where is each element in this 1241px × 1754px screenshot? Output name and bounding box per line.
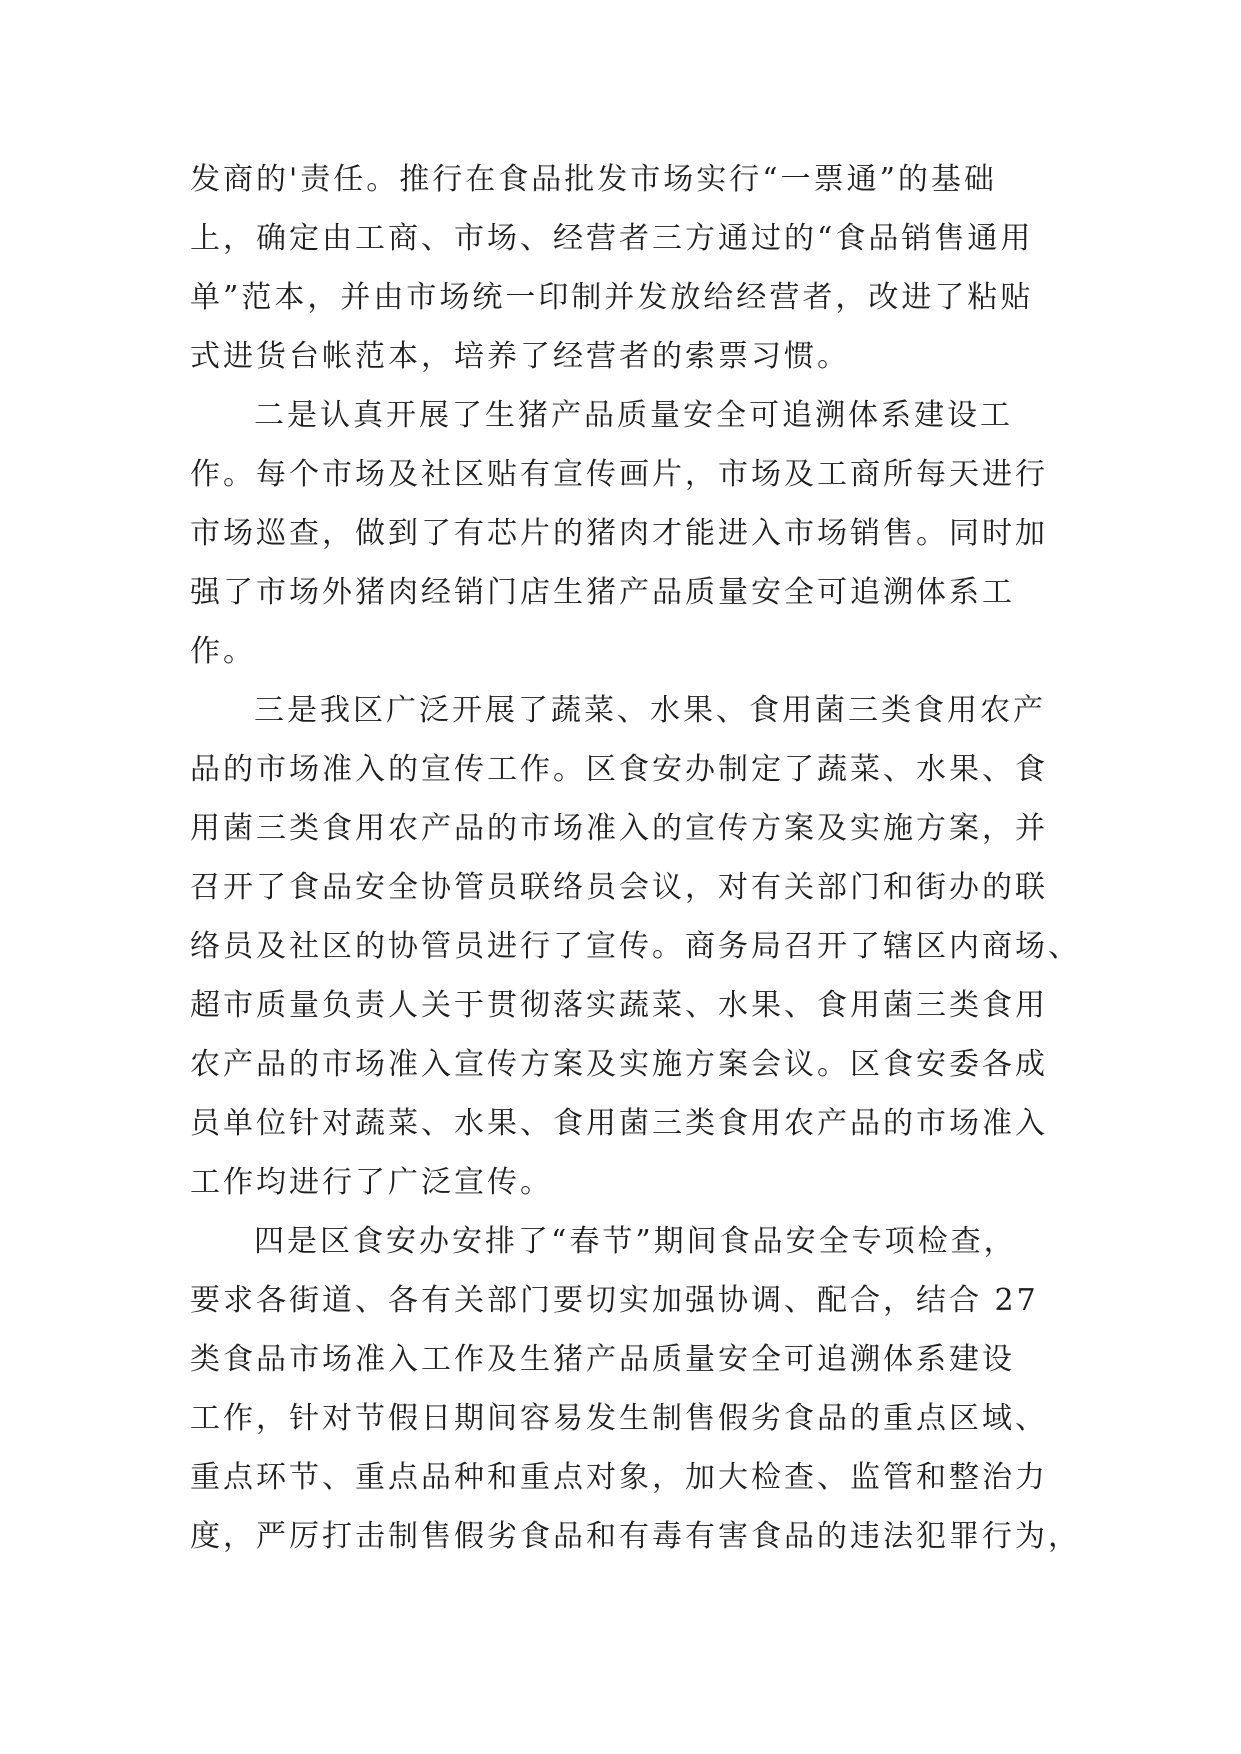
text-line: 农产品的市场准入宣传方案及实施方案会议。区食安委各成	[190, 1047, 1048, 1082]
text-line: 要求各街道、各有关部门要切实加强协调、配合，结合 27	[190, 1283, 1039, 1318]
text-line: 品的市场准入的宣传工作。区食安办制定了蔬菜、水果、食	[190, 752, 1048, 787]
text-line: 作。每个市场及社区贴有宣传画片，市场及工商所每天进行	[190, 457, 1048, 492]
paragraph-start-line: 三是我区广泛开展了蔬菜、水果、食用菌三类食用农产	[254, 693, 1046, 728]
text-line: 重点环节、重点品种和重点对象，加大检查、监管和整治力	[190, 1460, 1048, 1495]
paragraph-start-line: 四是区食安办安排了“春节”期间食品安全专项检查，	[254, 1224, 1017, 1259]
text-line: 上，确定由工商、市场、经营者三方通过的“食品销售通用	[190, 221, 1034, 256]
text-line: 作。	[190, 634, 256, 669]
text-line: 强了市场外猪肉经销门店生猪产品质量安全可追溯体系工	[190, 575, 1015, 610]
text-line: 发商的'责任。推行在食品批发市场实行“一票通”的基础	[190, 162, 997, 197]
body-text	[190, 150, 1081, 1566]
text-line: 工作，针对节假日期间容易发生制售假劣食品的重点区域、	[190, 1401, 1048, 1436]
text-line: 用菌三类食用农产品的市场准入的宣传方案及实施方案，并	[190, 811, 1048, 846]
text-line: 市场巡查，做到了有芯片的猪肉才能进入市场销售。同时加	[190, 516, 1048, 551]
text-line: 类食品市场准入工作及生猪产品质量安全可追溯体系建设	[190, 1342, 1015, 1377]
text-line: 工作均进行了广泛宣传。	[190, 1165, 553, 1200]
text-line: 络员及社区的协管员进行了宣传。商务局召开了辖区内商场、	[190, 929, 1081, 964]
text-line: 召开了食品安全协管员联络员会议，对有关部门和街办的联	[190, 870, 1048, 905]
text-line: 度，严厉打击制售假劣食品和有毒有害食品的违法犯罪行为，	[190, 1519, 1081, 1554]
paragraph-start-line: 二是认真开展了生猪产品质量安全可追溯体系建设工	[254, 398, 1013, 433]
text-line: 单”范本，并由市场统一印制并发放给经营者，改进了粘贴	[190, 280, 1034, 315]
text-line: 员单位针对蔬菜、水果、食用菌三类食用农产品的市场准入	[190, 1106, 1048, 1141]
text-line: 式进货台帐范本，培养了经营者的索票习惯。	[190, 339, 850, 374]
text-line: 超市质量负责人关于贯彻落实蔬菜、水果、食用菌三类食用	[190, 988, 1048, 1023]
